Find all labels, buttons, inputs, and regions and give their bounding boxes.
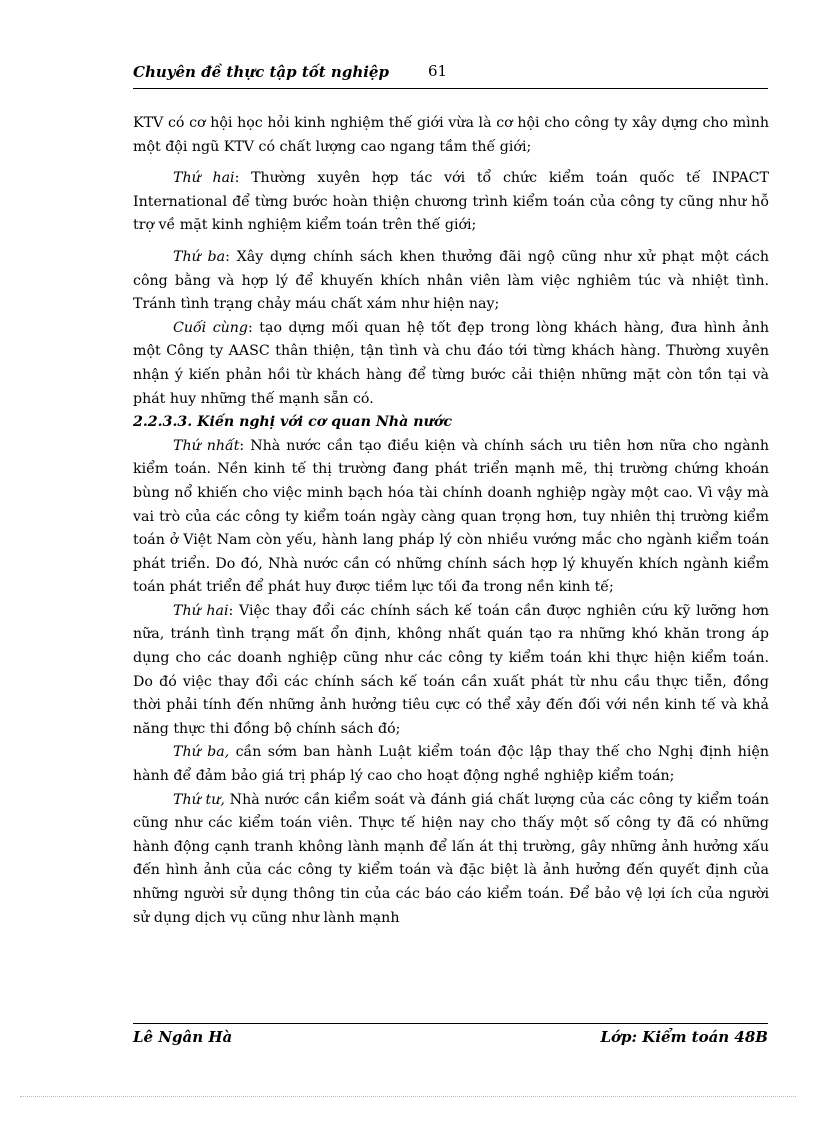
paragraph: Thứ hai: Việc thay đổi các chính sách kế toán cần được nghiên cứu kỹ lưỡng hơn nữa, tránh tình trạng mất ổn định, không nhất quán tạo ra những khó khăn trong áp dụng cho các doanh nghiệp cũng như các công ty kiểm toán khi thực hiện kiểm toán. Do đó việc thay đổi các chính sách kế toán cần xuất phát từ nhu cầu thực tiễn, đồng thời phải tính đến những ảnh hưởng tiêu cực có thể xảy đến đối với nền kinh tế và khả năng thực thi đồng bộ chính sách đó; xyxy=(133,602,769,737)
page-header xyxy=(133,60,768,89)
page-number: 61 xyxy=(428,62,448,80)
paragraph: KTV có cơ hội học hỏi kinh nghiệm thế giới vừa là cơ hội cho công ty xây dựng cho mình một đội ngũ KTV có chất lượng cao ngang tầm thế giới; xyxy=(133,115,769,155)
paragraph: Thứ hai: Thường xuyên hợp tác với tổ chức kiểm toán quốc tế INPACT International để từng bước hoàn thiện chương trình kiểm toán của công ty cũng như hỗ trợ về mặt kinh nghiệm kiểm toán trên thế giới; xyxy=(133,170,769,234)
footer-author: Lê Ngân Hà xyxy=(133,1028,233,1046)
paragraph: Thứ ba, cần sớm ban hành Luật kiểm toán độc lập thay thế cho Nghị định hiện hành để đảm bảo giá trị pháp lý cao cho hoạt động nghề nghiệp kiểm toán; xyxy=(133,744,769,785)
paragraph: Thứ nhất: Nhà nước cần tạo điều kiện và chính sách ưu tiên hơn nữa cho ngành kiểm toán. Nền kinh tế thị trường đang phát triển mạnh mẽ, thị trường chứng khoán bùng nổ khiến cho việc minh bạch hóa tài chính doanh nghiệp ngày một cao. Vì vậy mà vai trò của các công ty kiểm toán ngày càng quan trọng hơn, tuy nhiên thị trường kiểm toán ở Việt Nam còn yếu, hành lang pháp lý còn nhiều vướng mắc cho ngành kiểm toán phát triển. Do đó, Nhà nước cần có những chính sách hợp lý khuyến khích ngành kiểm toán phát triển để phát huy được tiềm lực tối đa trong nền kinh tế; xyxy=(133,437,770,596)
footer-class: Lớp: Kiểm toán 48B xyxy=(600,1028,768,1046)
header-title: Chuyên đề thực tập tốt nghiệp xyxy=(133,63,389,81)
paragraph: Thứ tư, Nhà nước cần kiểm soát và đánh giá chất lượng của các công ty kiểm toán cũng như các kiểm toán viên. Thực tế hiện nay cho thấy một số công ty đã có những hành động cạnh tranh không lành mạnh để lấn át thị trường, gây những ảnh hưởng xấu đến hình ảnh của các công ty kiểm toán và đặc biệt là ảnh hưởng đến quyết định của những người sử dụng thông tin của các báo cáo kiểm toán. Để bảo vệ lợi ích của người sử dụng dịch vụ cũng như lành mạnh xyxy=(133,791,769,926)
document-body xyxy=(133,112,769,930)
section-heading: 2.2.3.3. Kiến nghị với cơ quan Nhà nước xyxy=(133,414,452,431)
paragraph: Cuối cùng: tạo dựng mối quan hệ tốt đẹp trong lòng khách hàng, đưa hình ảnh một Công ty AASC thân thiện, tận tình và chu đáo tới từng khách hàng. Thường xuyên nhận ý kiến phản hồi từ khách hàng để từng bước cải thiện những mặt còn tồn tại và phát huy những thế mạnh sẵn có. xyxy=(133,319,769,407)
paragraph: Thứ ba: Xây dựng chính sách khen thưởng đãi ngộ cũng như xử phạt một cách công bằng và hợp lý để khuyến khích nhân viên làm việc nghiêm túc và nhiệt tình. Tránh tình trạng chảy máu chất xám như hiện nay; xyxy=(133,248,769,313)
page-bottom-divider xyxy=(20,1096,796,1097)
page-footer xyxy=(133,1023,768,1052)
